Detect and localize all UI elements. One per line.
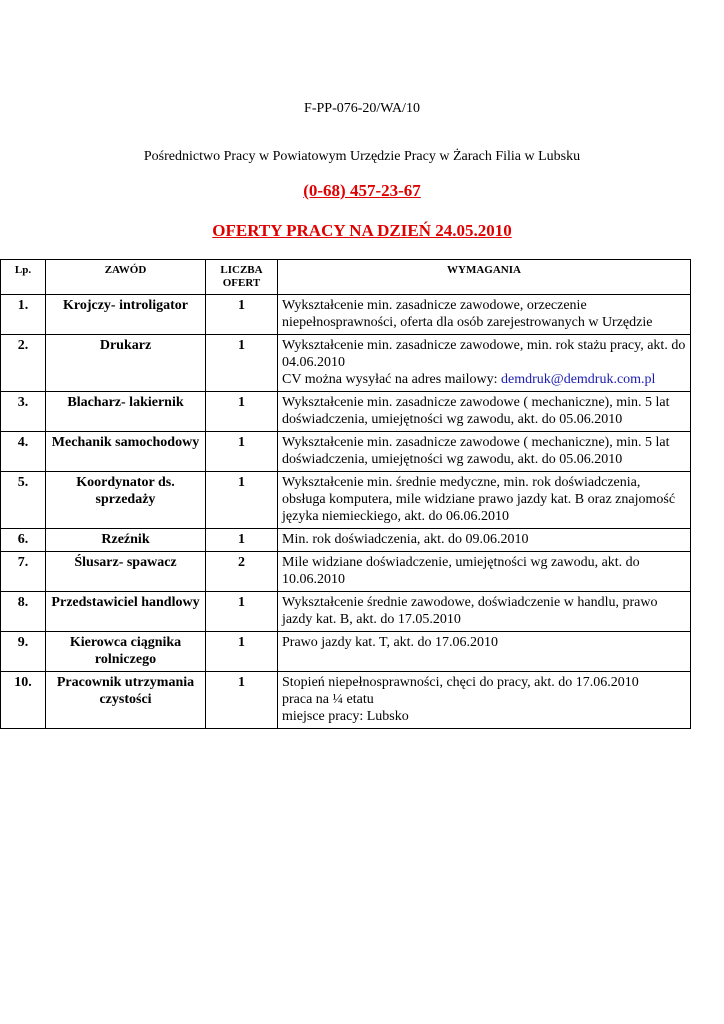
requirements [278, 529, 691, 552]
table-row [1, 529, 691, 552]
offer-count: 1 [206, 672, 278, 729]
table-row [1, 632, 691, 672]
row-number: 10. [1, 672, 46, 729]
row-number: 9. [1, 632, 46, 672]
offer-count: 1 [206, 592, 278, 632]
column-header-lp: Lp. [1, 260, 46, 295]
job-title: Pracownik utrzymania czystości [46, 672, 206, 729]
requirements-line: Mile widziane doświadczenie, umiejętności wg zawodu, akt. do 10.06.2010 [282, 555, 640, 587]
phone-number: (0-68) 457-23-67 [303, 181, 421, 200]
job-title: Koordynator ds. sprzedaży [46, 472, 206, 529]
contact-text: CV można wysyłać na adres mailowy: [282, 372, 502, 387]
job-title: Drukarz [46, 335, 206, 392]
page-title: OFERTY PRACY NA DZIEŃ 24.05.2010 [212, 221, 512, 240]
job-title: Przedstawiciel handlowy [46, 592, 206, 632]
office-name: Pośrednictwo Pracy w Powiatowym Urzędzie Pracy w Żarach Filia w Lubsku [143, 149, 581, 164]
job-offers-table [0, 259, 691, 729]
job-title: Mechanik samochodowy [46, 432, 206, 472]
email-link[interactable]: demdruk@demdruk.com.pl [501, 372, 656, 387]
row-number: 3. [1, 392, 46, 432]
table-row [1, 472, 691, 529]
requirements-line: Min. rok doświadczenia, akt. do 09.06.2010 [282, 532, 529, 547]
offer-count: 1 [206, 295, 278, 335]
requirements [278, 632, 691, 672]
requirements-line: Stopień niepełnosprawności, chęci do pracy, akt. do 17.06.2010 [282, 675, 639, 690]
column-header-count-line2: OFERT [222, 277, 261, 289]
job-title: Kierowca ciągnika rolniczego [46, 632, 206, 672]
table-row [1, 432, 691, 472]
requirements-line: Wykształcenie min. zasadnicze zawodowe, orzeczenie niepełnosprawności, oferta dla osób zarejestrowanych w Urzędzie [282, 298, 653, 330]
requirements-line: miejsce pracy: Lubsko [282, 709, 409, 724]
job-title: Krojczy- introligator [46, 295, 206, 335]
requirements-line: Prawo jazdy kat. T, akt. do 17.06.2010 [282, 635, 499, 650]
job-title: Blacharz- lakiernik [46, 392, 206, 432]
row-number: 5. [1, 472, 46, 529]
offer-count: 1 [206, 529, 278, 552]
requirements-line: Wykształcenie min. zasadnicze zawodowe, min. rok stażu pracy, akt. do 04.06.2010 [282, 338, 686, 370]
requirements-line: Wykształcenie min. zasadnicze zawodowe ( mechaniczne), min. 5 lat doświadczenia, umiejętności wg zawodu, akt. do 05.06.2010 [282, 395, 670, 427]
requirements-line: praca na ¼ etatu [282, 692, 374, 707]
requirements [278, 592, 691, 632]
table-row [1, 552, 691, 592]
requirements [278, 392, 691, 432]
column-header-job: ZAWÓD [46, 260, 206, 295]
table-row [1, 295, 691, 335]
requirements [278, 432, 691, 472]
requirements [278, 672, 691, 729]
table-row [1, 335, 691, 392]
offer-count: 1 [206, 472, 278, 529]
offer-count: 2 [206, 552, 278, 592]
table-header-row [1, 260, 691, 295]
requirements [278, 295, 691, 335]
requirements-line: Wykształcenie min. średnie medyczne, min. rok doświadczenia, obsługa komputera, mile widziane prawo jazdy kat. B oraz znajomość języka niemieckiego, akt. do 06.06.2010 [282, 475, 676, 524]
row-number: 7. [1, 552, 46, 592]
column-header-requirements: WYMAGANIA [278, 260, 691, 295]
offer-count: 1 [206, 432, 278, 472]
row-number: 4. [1, 432, 46, 472]
offer-count: 1 [206, 632, 278, 672]
requirements-line: Wykształcenie min. zasadnicze zawodowe ( mechaniczne), min. 5 lat doświadczenia, umiejętności wg zawodu, akt. do 05.06.2010 [282, 435, 670, 467]
table-row [1, 592, 691, 632]
requirements [278, 552, 691, 592]
row-number: 1. [1, 295, 46, 335]
column-header-count [206, 260, 278, 295]
job-title: Rzeźnik [46, 529, 206, 552]
row-number: 6. [1, 529, 46, 552]
requirements-contact-line [282, 371, 686, 388]
offer-count: 1 [206, 392, 278, 432]
offer-count: 1 [206, 335, 278, 392]
form-code: F-PP-076-20/WA/10 [304, 101, 420, 116]
job-title: Ślusarz- spawacz [46, 552, 206, 592]
row-number: 2. [1, 335, 46, 392]
table-row [1, 392, 691, 432]
requirements [278, 335, 691, 392]
column-header-count-line1: LICZBA [220, 264, 263, 276]
table-row [1, 672, 691, 729]
requirements-line: Wykształcenie średnie zawodowe, doświadczenie w handlu, prawo jazdy kat. B, akt. do 17.05.2010 [282, 595, 658, 627]
table-body [1, 295, 691, 729]
row-number: 8. [1, 592, 46, 632]
requirements [278, 472, 691, 529]
